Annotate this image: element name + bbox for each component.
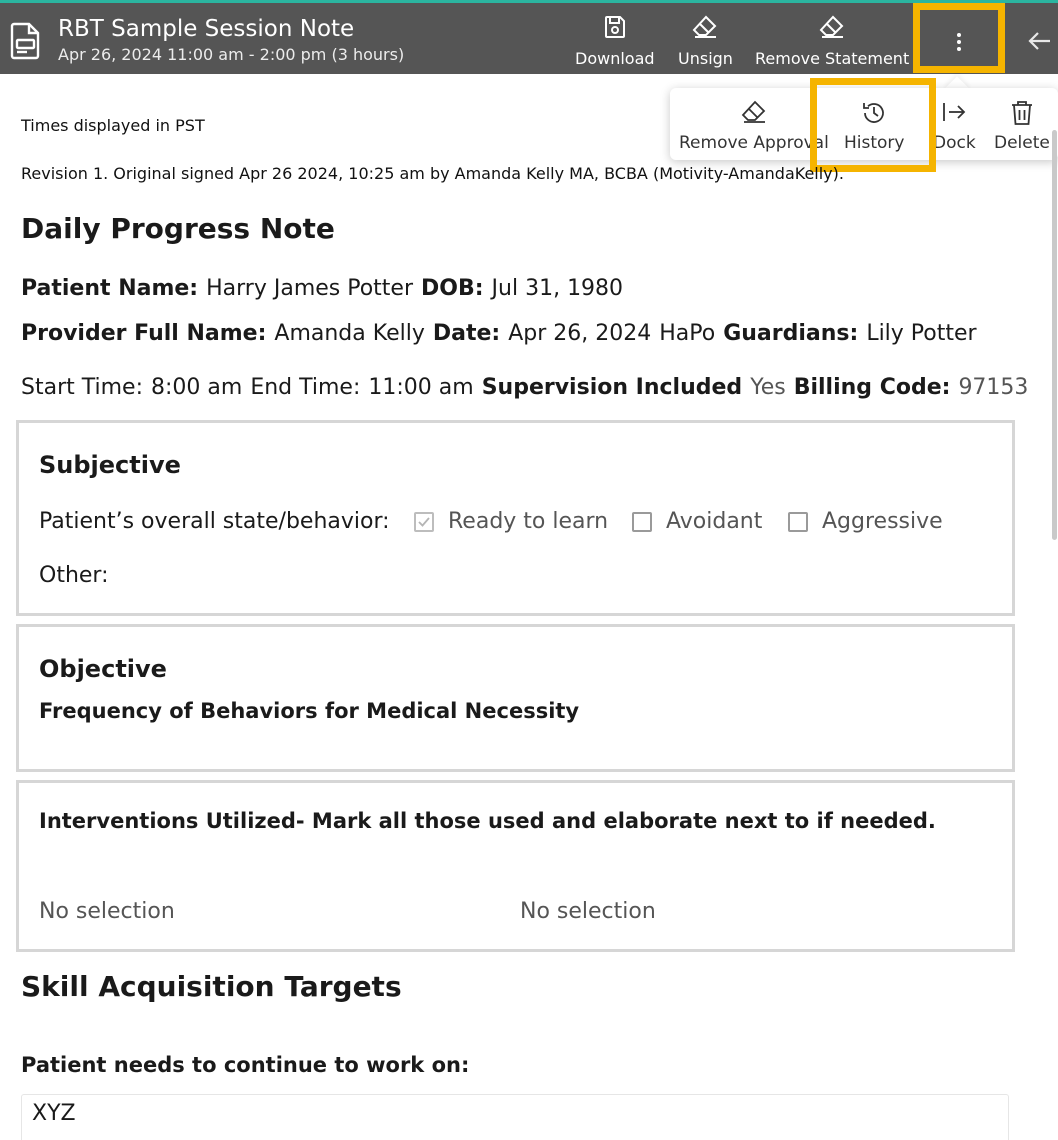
billing-code-label: Billing Code: bbox=[793, 375, 951, 400]
dob-label: DOB: bbox=[421, 276, 484, 301]
download-label: Download bbox=[575, 49, 655, 68]
download-button[interactable] bbox=[575, 11, 655, 71]
date-label: Date: bbox=[432, 321, 501, 346]
check-icon bbox=[416, 514, 432, 530]
remove-statement-label: Remove Statement bbox=[755, 49, 910, 68]
unsign-button[interactable] bbox=[678, 11, 733, 71]
eraser-icon bbox=[755, 15, 909, 47]
interventions-right-value: No selection bbox=[520, 899, 656, 924]
patient-name-value: Harry James Potter bbox=[206, 276, 414, 301]
objective-section bbox=[16, 624, 1015, 772]
note-session-time: Apr 26, 2024 11:00 am - 2:00 pm (3 hours) bbox=[58, 45, 405, 64]
date-value: Apr 26, 2024 bbox=[508, 321, 652, 346]
menu-item-history[interactable] bbox=[844, 98, 904, 156]
page-title: Daily Progress Note bbox=[21, 212, 335, 245]
avoidant-label: Avoidant bbox=[666, 509, 763, 534]
supervision-value: Yes bbox=[750, 375, 786, 400]
avoidant-checkbox[interactable] bbox=[632, 512, 652, 532]
guardians-label: Guardians: bbox=[723, 321, 859, 346]
dock-label: Dock bbox=[933, 133, 976, 153]
interventions-section bbox=[16, 780, 1015, 952]
aggressive-label: Aggressive bbox=[822, 509, 943, 534]
more-vertical-icon bbox=[956, 31, 962, 53]
billing-code-value: 97153 bbox=[958, 375, 1029, 400]
ready-to-learn-checkbox[interactable] bbox=[414, 512, 434, 532]
scrollbar[interactable] bbox=[1052, 130, 1057, 540]
app-header bbox=[0, 0, 1058, 74]
more-options-menu bbox=[670, 88, 1058, 160]
timezone-info: Times displayed in PST bbox=[21, 116, 205, 135]
interventions-title: Interventions Utilized- Mark all those used and elaborate next to if needed. bbox=[39, 809, 936, 833]
remove-approval-label: Remove Approval bbox=[679, 133, 829, 153]
eraser-icon bbox=[678, 15, 733, 47]
provider-info-line bbox=[21, 321, 977, 346]
remove-statement-button[interactable] bbox=[755, 11, 909, 71]
objective-title: Objective bbox=[39, 655, 167, 683]
subjective-section bbox=[16, 420, 1015, 616]
menu-item-delete[interactable] bbox=[994, 98, 1050, 156]
note-title: RBT Sample Session Note bbox=[58, 16, 355, 42]
unsign-label: Unsign bbox=[678, 49, 733, 68]
end-time-value: 11:00 am bbox=[368, 375, 474, 400]
menu-item-dock[interactable] bbox=[933, 98, 976, 156]
skill-acquisition-title: Skill Acquisition Targets bbox=[21, 970, 402, 1003]
subjective-title: Subjective bbox=[39, 451, 181, 479]
menu-item-remove-approval[interactable] bbox=[679, 98, 829, 156]
more-options-button[interactable] bbox=[919, 13, 999, 71]
other-label: Other: bbox=[39, 563, 109, 588]
save-icon bbox=[575, 15, 655, 47]
guardians-value: Lily Potter bbox=[866, 321, 977, 346]
aggressive-checkbox[interactable] bbox=[788, 512, 808, 532]
end-time-label: End Time: bbox=[250, 375, 361, 400]
eraser-icon bbox=[679, 100, 829, 130]
date-suffix: HaPo bbox=[659, 321, 716, 346]
history-label: History bbox=[844, 133, 905, 153]
revision-info: Revision 1. Original signed Apr 26 2024, 10:25 am by Amanda Kelly MA, BCBA (Motivity-AmandaKelly). bbox=[21, 164, 844, 183]
history-icon bbox=[844, 100, 904, 130]
start-time-label: Start Time: bbox=[21, 375, 143, 400]
patient-info-line bbox=[21, 276, 623, 301]
supervision-label: Supervision Included bbox=[481, 375, 743, 400]
objective-subtitle: Frequency of Behaviors for Medical Necessity bbox=[39, 699, 580, 723]
provider-value: Amanda Kelly bbox=[274, 321, 425, 346]
dock-icon bbox=[933, 100, 976, 130]
back-button[interactable] bbox=[1024, 25, 1056, 57]
start-time-value: 8:00 am bbox=[151, 375, 243, 400]
interventions-left-value: No selection bbox=[39, 899, 175, 924]
continue-work-label: Patient needs to continue to work on: bbox=[21, 1053, 470, 1077]
continue-work-field[interactable]: XYZ bbox=[21, 1094, 1009, 1140]
document-icon bbox=[10, 22, 42, 60]
provider-label: Provider Full Name: bbox=[21, 321, 267, 346]
state-behavior-label: Patient’s overall state/behavior: bbox=[39, 509, 390, 534]
arrow-left-icon bbox=[1024, 25, 1056, 57]
session-info-line bbox=[21, 375, 1028, 400]
patient-name-label: Patient Name: bbox=[21, 276, 199, 301]
dob-value: Jul 31, 1980 bbox=[491, 276, 624, 301]
trash-icon bbox=[994, 100, 1050, 130]
delete-label: Delete bbox=[994, 133, 1050, 153]
ready-to-learn-label: Ready to learn bbox=[448, 509, 609, 534]
